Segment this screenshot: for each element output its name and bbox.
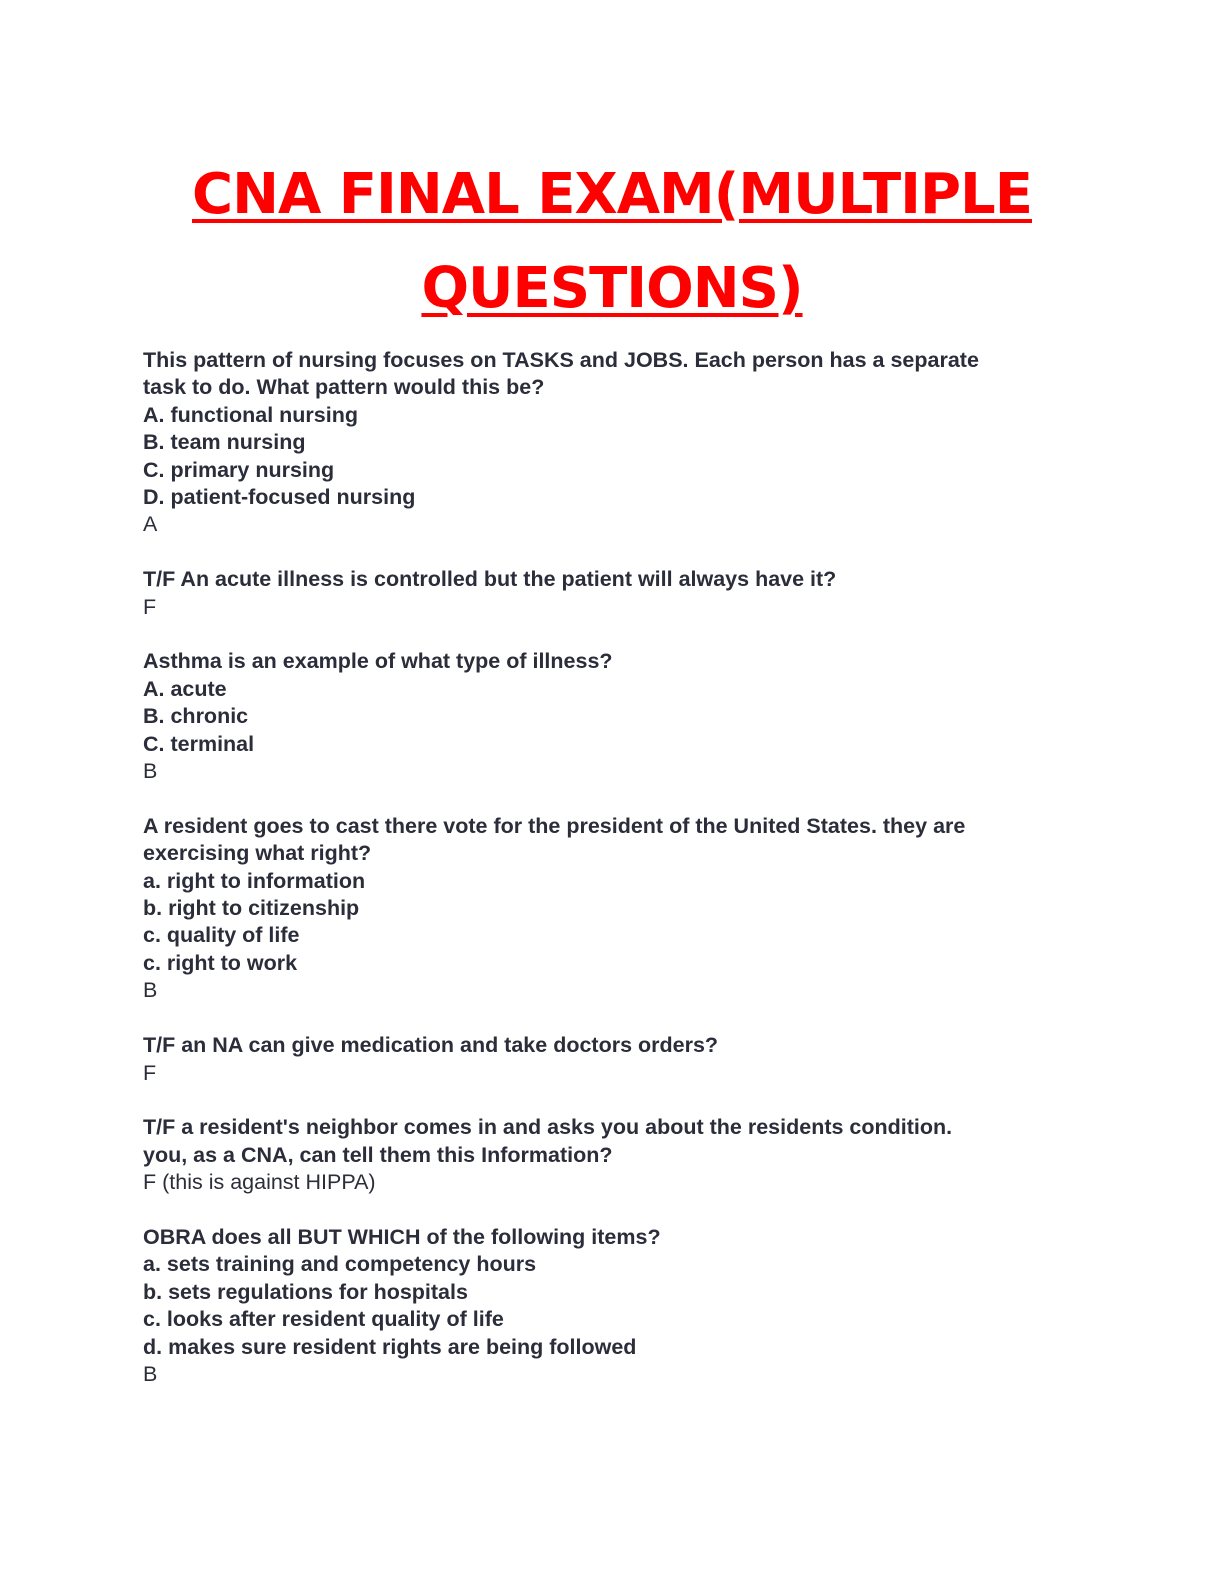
question-text: T/F An acute illness is controlled but the patient will always have it?: [143, 567, 837, 592]
correct-answer: F (this is against HIPPA): [143, 1170, 376, 1195]
question-block: [143, 347, 1103, 539]
question-text: OBRA does all BUT WHICH of the following items?: [143, 1224, 661, 1249]
answer-option: C. terminal: [143, 731, 255, 756]
correct-answer: B: [143, 978, 158, 1003]
question-text: T/F an NA can give medication and take doctors orders?: [143, 1033, 719, 1058]
question-text-continued: task to do. What pattern would this be?: [143, 375, 545, 400]
correct-answer: A: [143, 512, 158, 537]
answer-option: c. quality of life: [143, 923, 300, 948]
answer-option: d. makes sure resident rights are being followed: [143, 1334, 637, 1359]
answer-option: C. primary nursing: [143, 457, 335, 482]
correct-answer: F: [143, 594, 157, 619]
answer-option: B. chronic: [143, 704, 249, 729]
question-text: A resident goes to cast there vote for the president of the United States. they are: [143, 813, 966, 838]
answer-option: A. functional nursing: [143, 402, 358, 427]
question-block: [143, 1032, 1103, 1087]
correct-answer: F: [143, 1060, 157, 1085]
question-block: [143, 813, 1103, 1005]
answer-option: a. sets training and competency hours: [143, 1252, 537, 1277]
correct-answer: B: [143, 1361, 158, 1386]
answer-option: D. patient-focused nursing: [143, 485, 416, 510]
answer-option: a. right to information: [143, 868, 366, 893]
answer-option: c. right to work: [143, 950, 298, 975]
answer-option: B. team nursing: [143, 430, 306, 455]
question-list: [143, 347, 1103, 1416]
title-line-2: QUESTIONS): [421, 256, 803, 321]
question-block: [143, 566, 1103, 621]
page-title: [0, 148, 1224, 336]
correct-answer: B: [143, 759, 158, 784]
answer-option: c. looks after resident quality of life: [143, 1307, 504, 1332]
question-text-continued: exercising what right?: [143, 841, 372, 866]
question-text: This pattern of nursing focuses on TASKS and JOBS. Each person has a separate: [143, 348, 979, 372]
answer-option: b. sets regulations for hospitals: [143, 1279, 468, 1304]
question-text: T/F a resident's neighbor comes in and asks you about the residents condition.: [143, 1115, 953, 1140]
question-block: [143, 1114, 1103, 1196]
question-text: Asthma is an example of what type of illness?: [143, 649, 613, 674]
question-block: [143, 1224, 1103, 1388]
answer-option: A. acute: [143, 676, 227, 701]
answer-option: b. right to citizenship: [143, 896, 360, 921]
title-line-1: CNA FINAL EXAM(MULTIPLE: [192, 162, 1032, 227]
question-block: [143, 648, 1103, 785]
question-text-continued: you, as a CNA, can tell them this Information?: [143, 1142, 613, 1167]
